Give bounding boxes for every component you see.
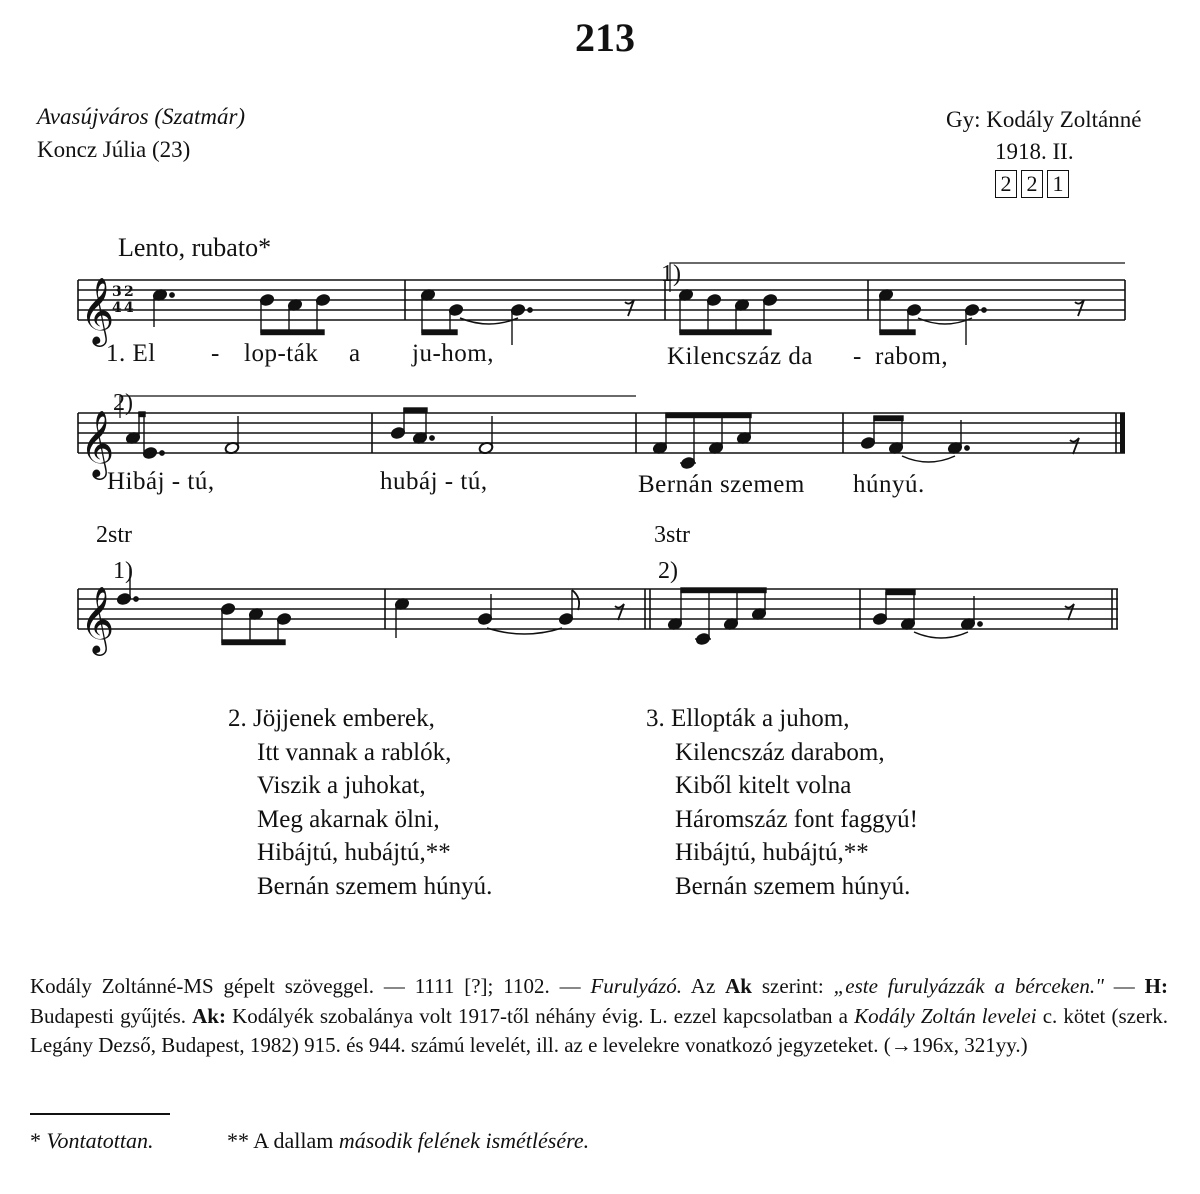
footnote-divider [30, 1113, 170, 1115]
beam [404, 408, 427, 413]
verse-line: Kilencszáz darabom, [675, 738, 885, 766]
footnote-2: ** A dallam második felének ismétlésére. [227, 1128, 590, 1153]
tempo-marking: Lento, rubato* [118, 233, 272, 262]
dot [965, 446, 969, 450]
eighth-rest [615, 604, 624, 620]
lyric-syllable: a [349, 340, 361, 367]
svg-text:2: 2 [124, 284, 134, 300]
beam [422, 330, 457, 335]
collector-name: Gy: Kodály Zoltánné [946, 107, 1142, 132]
dot [170, 293, 174, 297]
verse-line: Meg akarnak ölni, [257, 805, 440, 833]
class-box: 2 [995, 170, 1017, 198]
dot [982, 308, 986, 312]
treble-clef: 𝄞 [80, 276, 115, 344]
verse-line: Bernán szemem húnyú. [257, 872, 493, 900]
stanza-2 [228, 702, 492, 904]
dot [528, 308, 532, 312]
dot [978, 622, 982, 626]
collection-place: Avasújváros (Szatmár) [37, 104, 246, 129]
class-box: 1 [1047, 170, 1069, 198]
beam [880, 330, 915, 335]
page-number: 213 [575, 15, 635, 60]
lyric-syllable: 1. El [106, 340, 156, 367]
variant-label: 1) [661, 261, 681, 287]
verse-line: Itt vannak a rablók, [257, 738, 452, 766]
beam [680, 330, 771, 335]
variant-label: 1) [113, 558, 133, 584]
dot [134, 597, 138, 601]
footnote-1: * Vontatottan. [30, 1128, 154, 1153]
beam [681, 588, 766, 593]
verse-line: Hibájtú, hubájtú,** [675, 839, 869, 867]
barlines [78, 280, 1125, 629]
eighth-rest [1070, 438, 1079, 454]
beam [874, 416, 903, 421]
eighth-rest [1065, 604, 1074, 620]
lyric-syllable: húnyú. [853, 471, 925, 498]
svg-text:4: 4 [124, 300, 134, 316]
stanza-3 [646, 702, 918, 904]
verse-line: Kiből kitelt volna [675, 772, 852, 800]
variant-label: 2) [113, 390, 133, 416]
eighth-rest [625, 300, 634, 316]
variant-label: 2) [658, 558, 678, 584]
verse-line: 2. Jöjjenek emberek, [228, 705, 435, 732]
editorial-notes: Kodály Zoltánné-MS gépelt szöveggel. — 1111 [?]; 1102. — Furulyázó. Az Ak szerint: „este furulyázzák a bérceken." — H: Budapesti gyűjtés. Ak: Kodályék szobalánya volt 1917-től néhány évig. L. ezzel kapcsolatban a Kodály Zoltán levelei c. kötet (szerk. Legány Dezső, Budapest, 1982) 915. és 944. számú levelét, ill. az e levelekre vonatkozó jegyzeteket. (→196x, 321yy.) [30, 974, 1169, 1057]
stanza-label: 2str [96, 522, 132, 548]
beam [222, 640, 285, 645]
tie [902, 456, 955, 462]
eighth-rest [1075, 300, 1084, 316]
verse-line: Hibájtú, hubájtú,** [257, 839, 451, 867]
treble-clef: 𝄞 [80, 409, 115, 477]
beam [139, 412, 145, 417]
verse-line: Bernán szemem húnyú. [675, 872, 911, 900]
dot [430, 436, 434, 440]
lyric-syllable: - [853, 343, 862, 370]
stanza-label: 3str [654, 522, 690, 548]
lyric-syllable: ju-hom, [412, 340, 494, 367]
verse-line: 3. Ellopták a juhom, [646, 705, 850, 732]
treble-clef: 𝄞 [80, 585, 115, 653]
lyric-syllable: Hibáj - tú, [107, 468, 215, 495]
tie [914, 632, 968, 638]
collection-date: 1918. II. [995, 139, 1074, 164]
verse-line: Viszik a juhokat, [257, 772, 426, 800]
class-box: 2 [1021, 170, 1043, 198]
lyric-syllable: - [211, 340, 220, 367]
svg-text:4: 4 [112, 300, 122, 316]
lyric-syllable: lop-ták [244, 340, 319, 367]
final-barline [1120, 413, 1125, 453]
lyric-syllable: hubáj - tú, [380, 468, 488, 495]
tie [918, 318, 972, 324]
beam [886, 590, 915, 595]
lyric-syllable: rabom, [875, 343, 949, 370]
singer-name: Koncz Júlia (23) [37, 137, 191, 162]
beam [261, 330, 324, 335]
svg-text:3: 3 [112, 284, 122, 300]
verse-line: Háromszáz font faggyú! [675, 805, 918, 833]
dot [160, 451, 164, 455]
beam [666, 413, 751, 418]
tie [460, 318, 518, 324]
lyric-syllable: Bernán szemem [638, 471, 805, 498]
lyric-syllable: Kilencszáz da [667, 343, 814, 370]
